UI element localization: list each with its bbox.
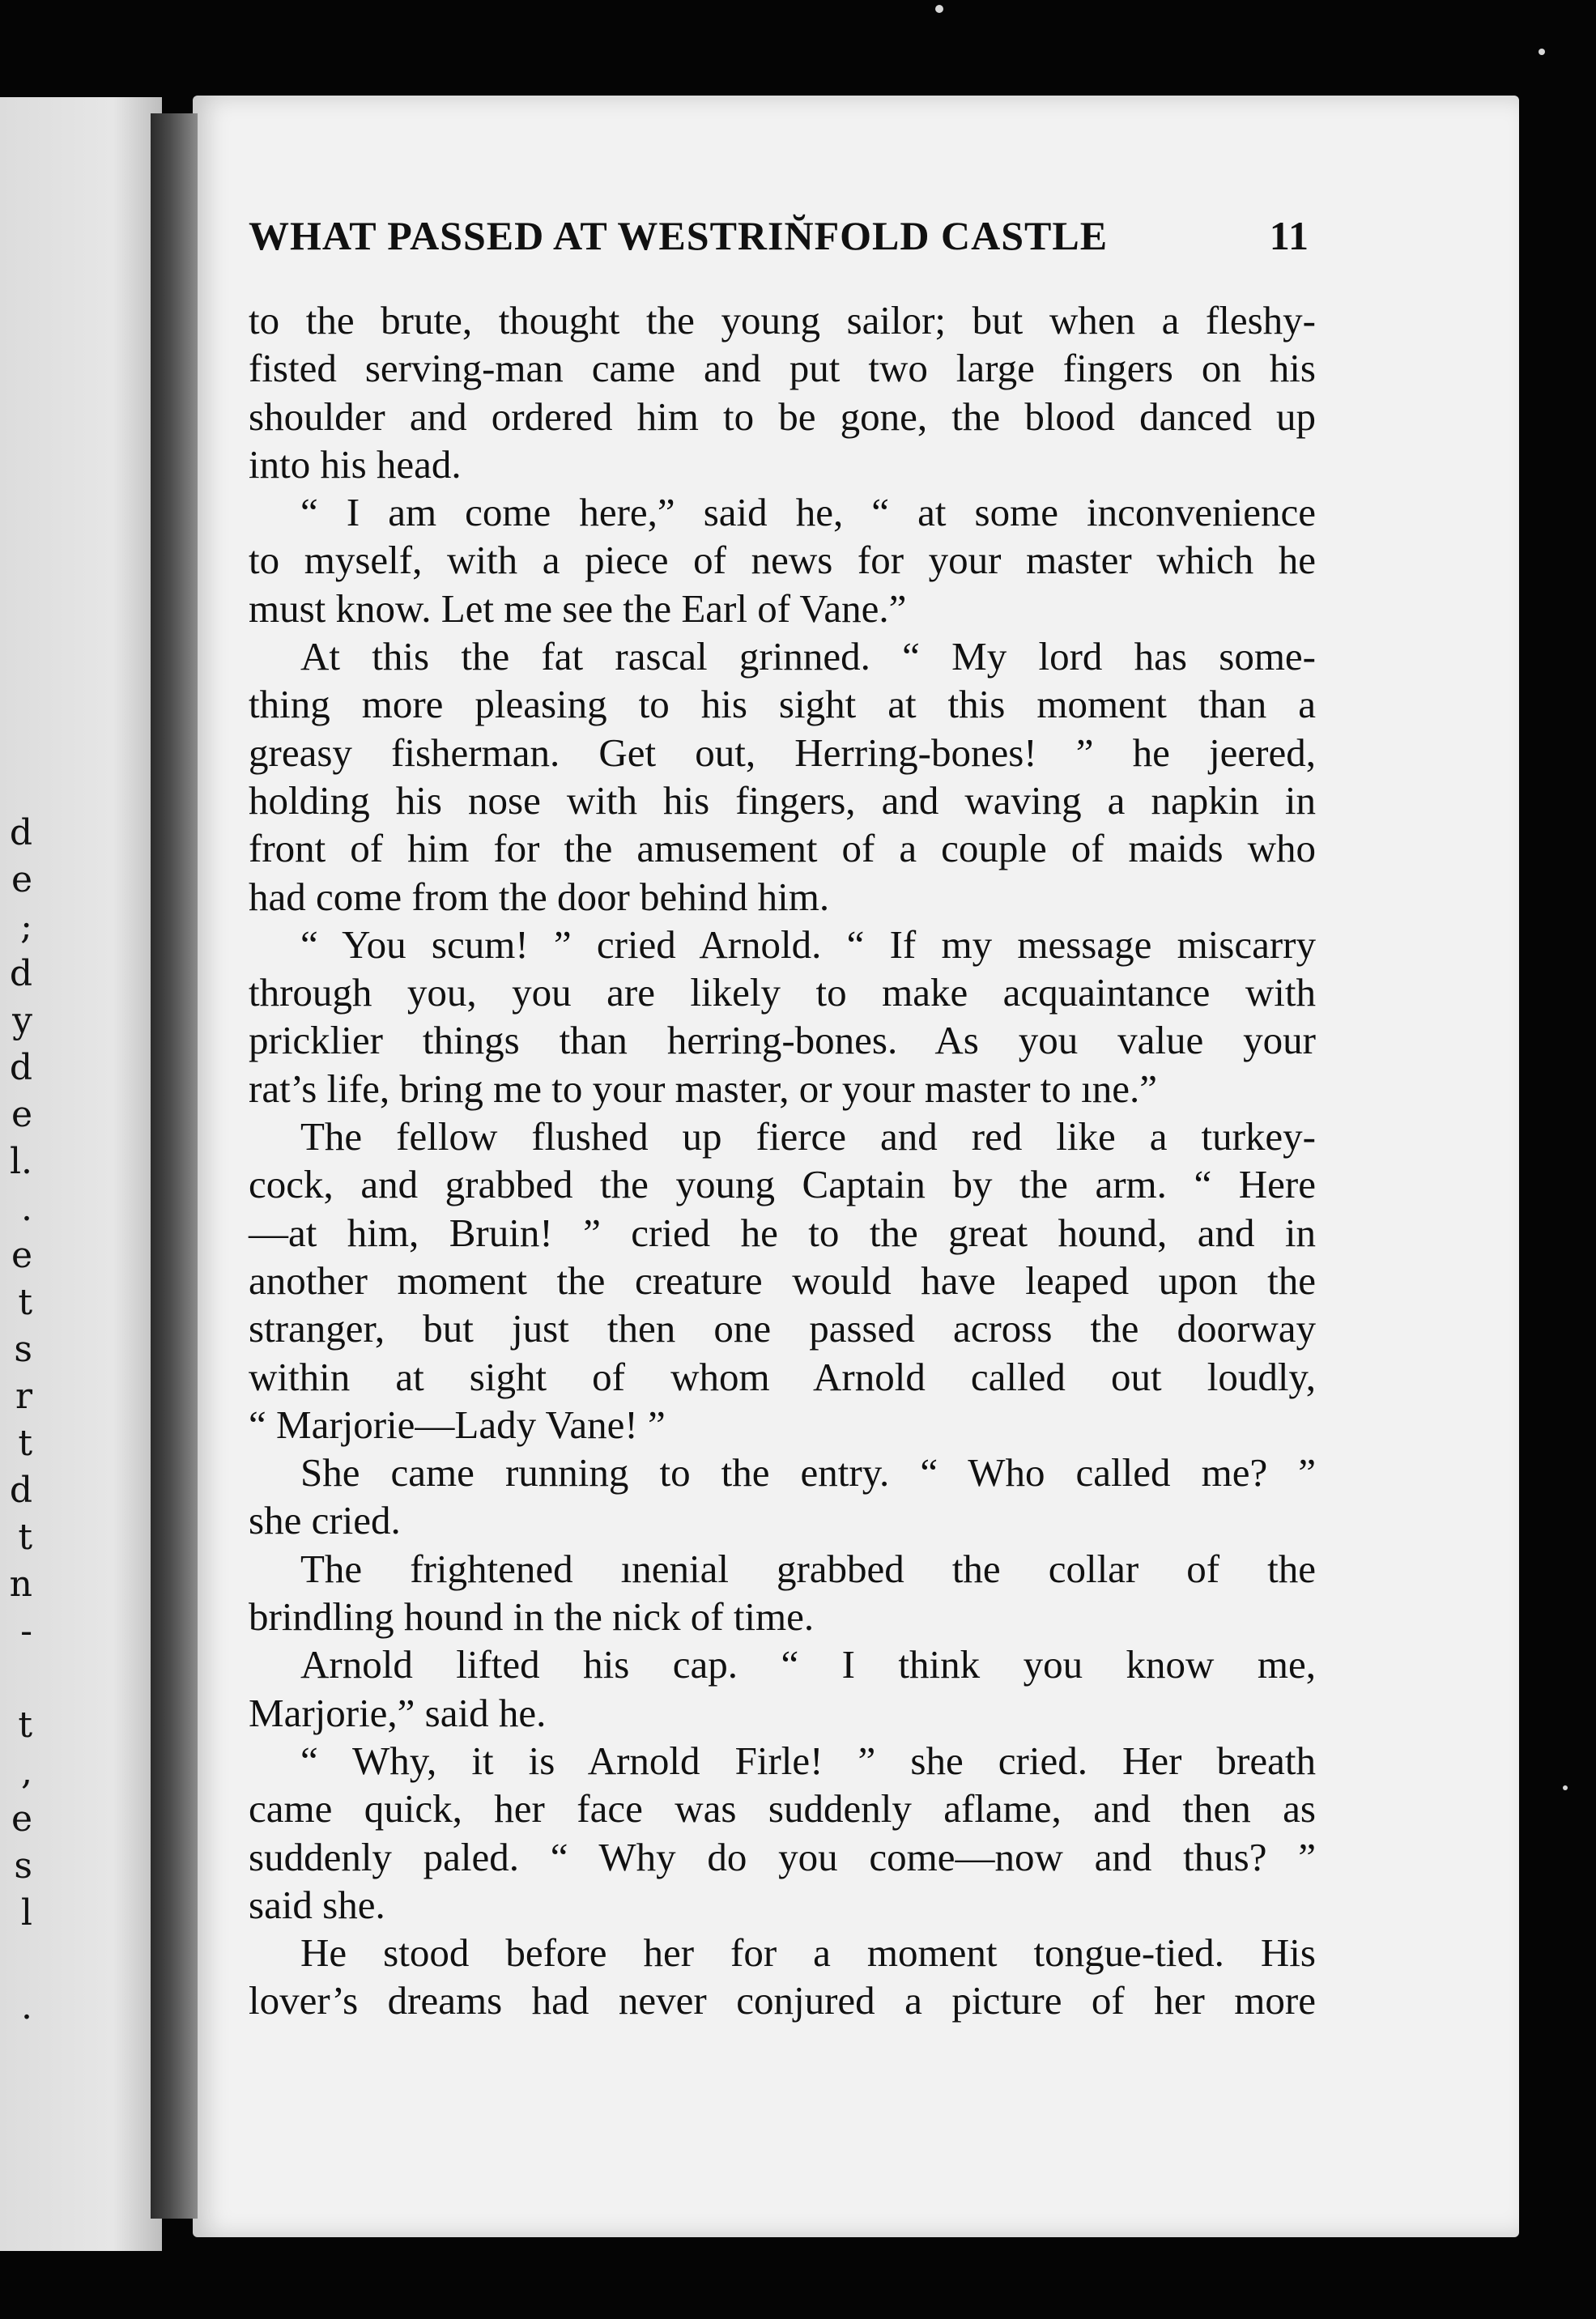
text-line: “ Why, it is Arnold Firle! ” she cried. Her breath [300, 1738, 1316, 1783]
left-page-fragment: d [9, 1470, 32, 1511]
text-line: The frightened ınenial grabbed the collar of the [300, 1546, 1316, 1591]
paragraph [249, 1737, 1316, 1929]
text-line: had come from the door behind him. [249, 874, 830, 919]
text-line: “ I am come here,” said he, “ at some inconvenience [300, 490, 1316, 535]
paragraph [249, 632, 1316, 921]
paragraph [249, 1113, 1316, 1449]
text-line: shoulder and ordered him to be gone, the blood danced up [249, 394, 1316, 439]
left-page-fragment: s [14, 1329, 32, 1370]
left-page-fragment: e [11, 859, 32, 900]
paragraph [249, 1640, 1316, 1737]
left-page-fragment: . [21, 1986, 32, 2028]
left-page-fragment: , [21, 1751, 32, 1793]
text-line: front of him for the amusement of a couple of maids who [249, 826, 1316, 871]
text-line: came quick, her face was suddenly aflame, and then as [249, 1786, 1316, 1832]
left-page-fragment: ; [20, 906, 32, 947]
left-facing-page [0, 97, 162, 2251]
left-page-fragment: - [20, 1611, 32, 1652]
paragraph [249, 1545, 1316, 1641]
text-line: lover’s dreams had never conjured a picture of her more [249, 1978, 1316, 2023]
text-line: rat’s life, bring me to your master, or your master to ıne.” [249, 1066, 1157, 1111]
text-line: She came running to the entry. “ Who called me? ” [300, 1450, 1316, 1496]
text-line: cock, and grabbed the young Captain by the arm. “ Here [249, 1162, 1316, 1207]
left-page-fragment: t [18, 1282, 32, 1323]
left-page-fragment: e [11, 1094, 32, 1135]
left-page-fragment: d [9, 953, 32, 994]
left-page-fragment: e [11, 1235, 32, 1276]
text-line: holding his nose with his fingers, and waving a napkin in [249, 777, 1316, 823]
left-page-fragment: s [14, 1845, 32, 1887]
running-title: WHAT PASSED AT WESTRIN̆FOLD CASTLE [249, 213, 1109, 258]
left-page-fragment [0, 1655, 32, 1702]
body-text [249, 296, 1316, 2025]
text-line: into his head. [249, 441, 462, 487]
text-line: fisted serving-man came and put two large fingers on his [249, 346, 1316, 391]
text-line: “ You scum! ” cried Arnold. “ If my message miscarry [300, 921, 1316, 967]
dust-speck [1539, 49, 1545, 55]
paragraph [249, 1449, 1316, 1545]
left-page-line-fragments [0, 810, 32, 2031]
text-line: must know. Let me see the Earl of Vane.” [249, 585, 907, 631]
left-page-fragment: l [20, 1892, 32, 1934]
left-page-fragment [0, 1937, 32, 1984]
left-page-fragment: n [9, 1564, 32, 1605]
left-page-fragment: d [9, 812, 32, 853]
text-line: she cried. [249, 1498, 401, 1543]
book-gutter [151, 113, 198, 2219]
text-line: to the brute, thought the young sailor; but when a fleshy- [249, 298, 1316, 343]
left-page-fragment: y [12, 1000, 32, 1041]
left-page-fragment: r [15, 1376, 32, 1417]
text-line: said she. [249, 1882, 385, 1927]
paragraph [249, 296, 1316, 488]
left-page-fragment: . [21, 1188, 32, 1229]
text-line: “ Marjorie—Lady Vane! ” [249, 1402, 666, 1447]
text-line: within at sight of whom Arnold called out loudly, [249, 1354, 1316, 1399]
left-page-fragment: t [18, 1423, 32, 1464]
text-line: Marjorie,” said he. [249, 1690, 547, 1735]
text-line: At this the fat rascal grinned. “ My lord has some- [300, 634, 1316, 679]
text-line: to myself, with a piece of news for your master which he [249, 538, 1316, 583]
page-number: 11 [1269, 213, 1309, 258]
paragraph [249, 1929, 1316, 2025]
text-line: suddenly paled. “ Why do you come—now and thus? ” [249, 1834, 1316, 1879]
text-line: Arnold lifted his cap. “ I think you know me, [300, 1642, 1316, 1687]
left-page-fragment: t [18, 1517, 32, 1558]
text-line: He stood before her for a moment tongue-tied. His [300, 1930, 1316, 1976]
dust-speck [1563, 1785, 1568, 1790]
text-line: thing more pleasing to his sight at this moment than a [249, 682, 1316, 727]
text-line: another moment the creature would have leaped upon the [249, 1257, 1316, 1303]
paragraph [249, 488, 1316, 632]
text-line: brindling hound in the nick of time. [249, 1594, 815, 1640]
text-line: stranger, but just then one passed across the doorway [249, 1306, 1316, 1351]
text-line: greasy fisherman. Get out, Herring-bones! ” he jeered, [249, 730, 1316, 775]
dust-speck [935, 5, 943, 13]
left-page-fragment: t [18, 1704, 32, 1746]
text-line: The fellow flushed up fierce and red like a turkey- [300, 1114, 1316, 1160]
text-line: through you, you are likely to make acquaintance with [249, 970, 1316, 1015]
left-page-fragment: e [11, 1798, 32, 1840]
paragraph [249, 921, 1316, 1113]
text-line: —at him, Bruin! ” cried he to the great hound, and in [249, 1210, 1316, 1255]
left-page-fragment: d [9, 1047, 32, 1088]
text-line: pricklier things than herring-bones. As you value your [249, 1018, 1316, 1063]
left-page-fragment: l. [9, 1141, 32, 1182]
